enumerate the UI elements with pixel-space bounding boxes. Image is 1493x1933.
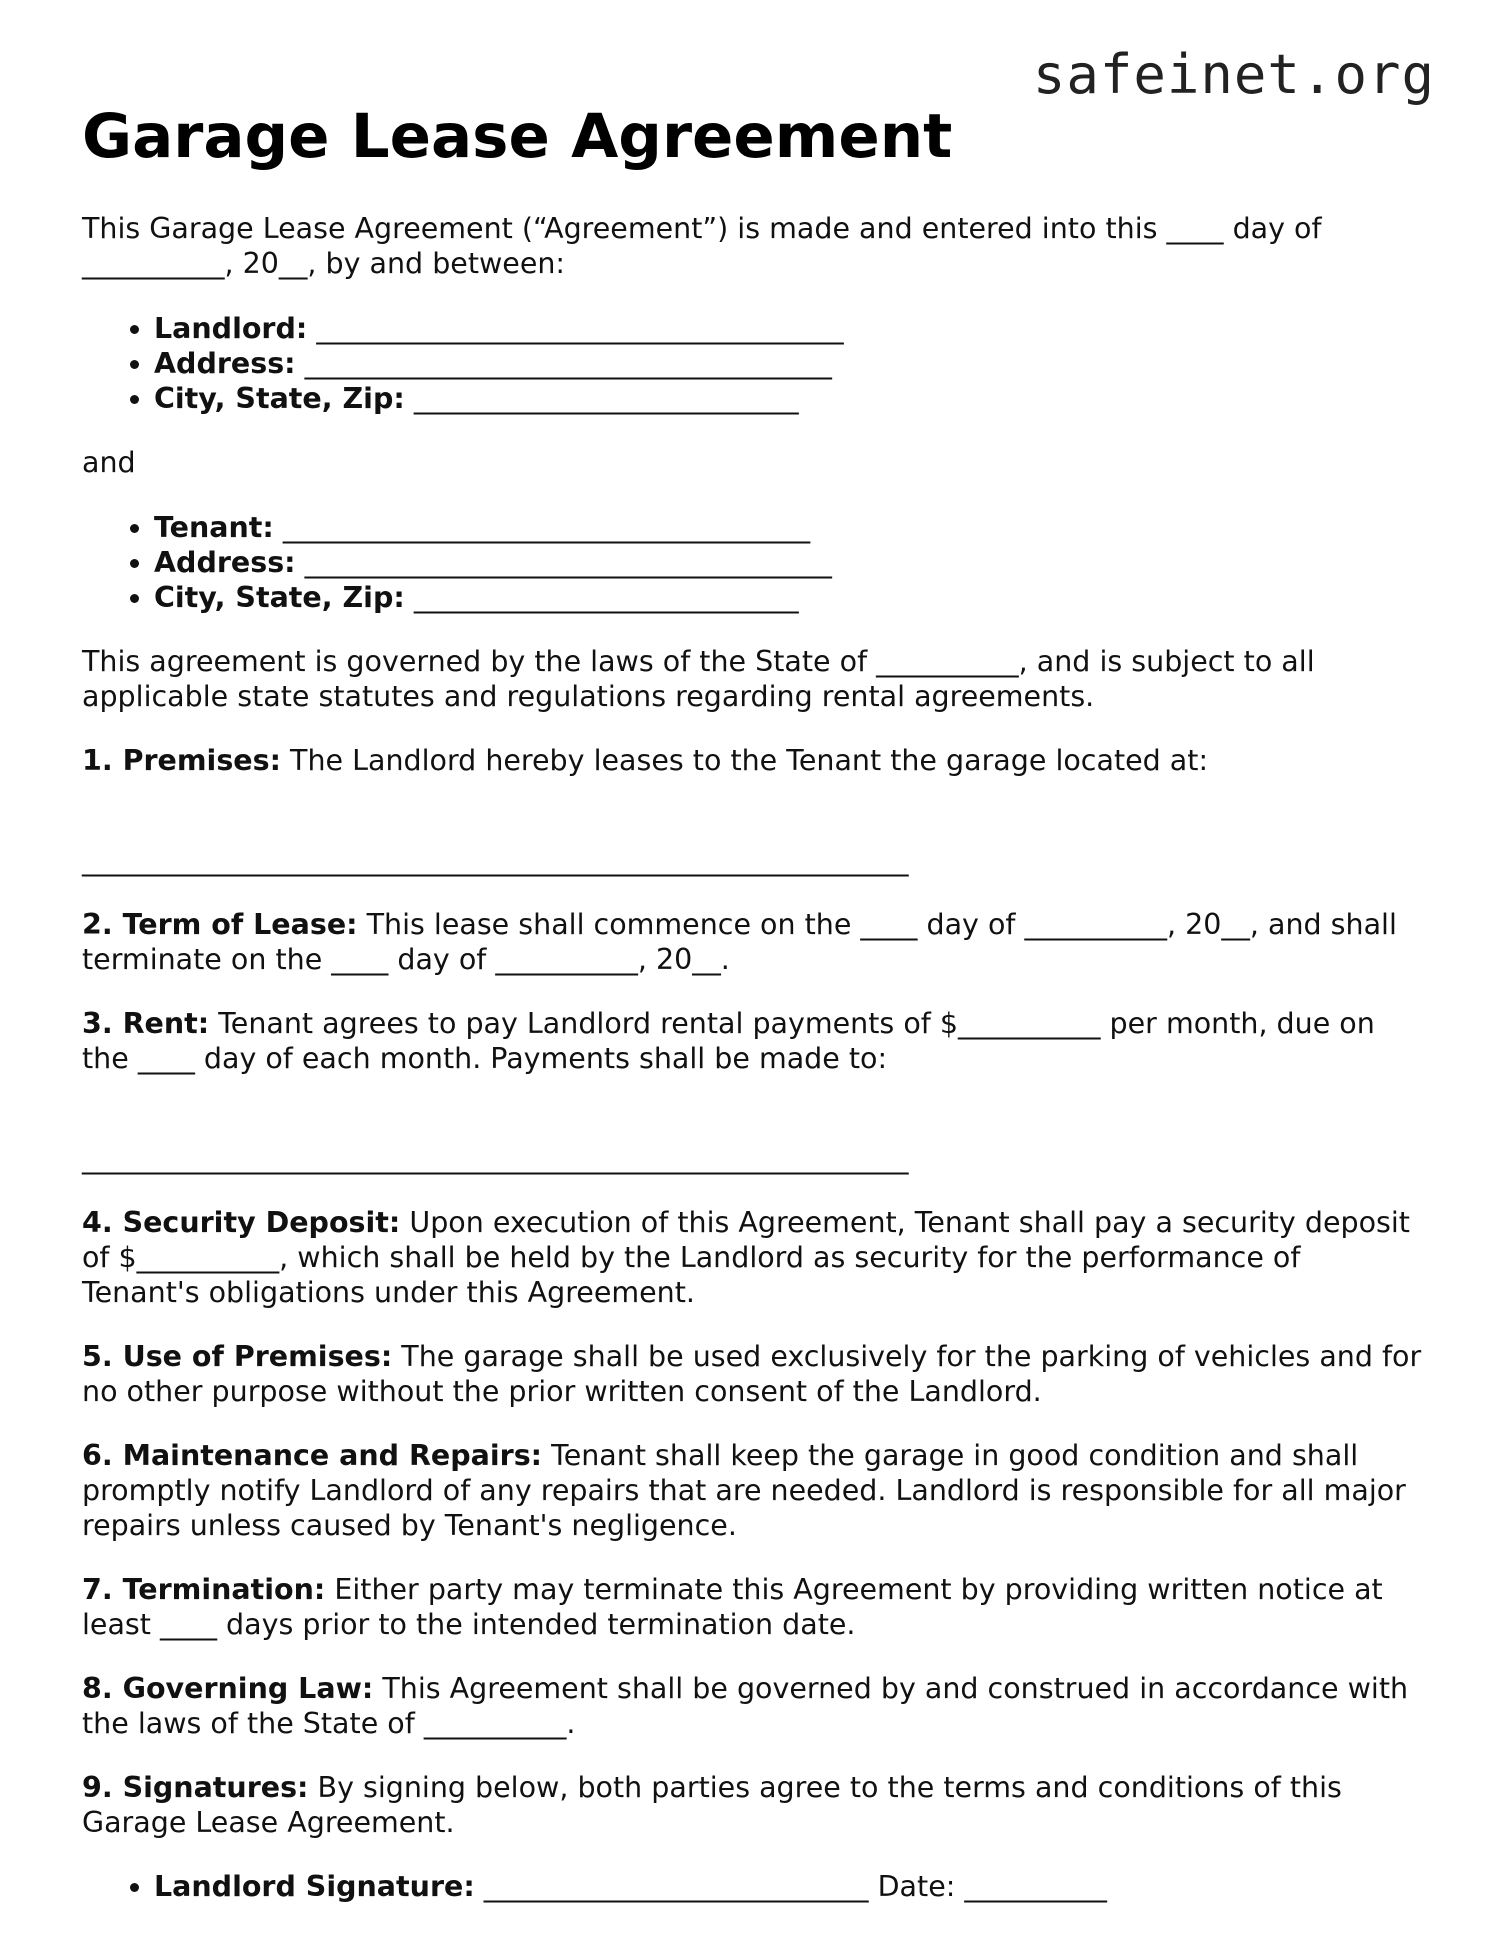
section-text: The garage shall be used exclusively for the parking of vehicles and for no other purpose without the prior written consent of the Landlord. <box>82 1340 1422 1409</box>
document-content <box>82 100 1422 1933</box>
section-termination <box>82 1572 1422 1642</box>
field-blank: _____________________________________ <box>282 511 811 545</box>
document-title: Garage Lease Agreement <box>82 101 953 172</box>
landlord-signature-field <box>154 1869 1422 1904</box>
rent-payee-blank: __________________________________________________________ <box>82 1142 909 1176</box>
section-label: 4. Security Deposit: <box>82 1206 401 1240</box>
section-rent <box>82 1006 1422 1076</box>
tenant-address-field <box>154 545 1422 580</box>
section-term <box>82 907 1422 977</box>
section-governing-law <box>82 1671 1422 1741</box>
section-text: The Landlord hereby leases to the Tenant the garage located at: <box>280 744 1209 778</box>
field-label: Landlord: <box>154 312 308 346</box>
section-maintenance <box>82 1438 1422 1543</box>
governing-intro-paragraph: This agreement is governed by the laws of the State of __________, and is subject to all applicable state statutes and regulations regarding rental agreements. <box>82 645 1315 714</box>
section-label: 9. Signatures: <box>82 1771 309 1805</box>
field-blank: ___________________________ Date: __________ <box>474 1870 1107 1904</box>
section-text: Either party may terminate this Agreement by providing written notice at least ____ days prior to the intended termination date. <box>82 1573 1383 1642</box>
field-blank: _____________________________________ <box>304 347 832 381</box>
section-text: Upon execution of this Agreement, Tenant shall pay a security deposit of $__________, which shall be held by the Landlord as security for the performance of Tenant's obligations under this Agreement. <box>82 1206 1410 1310</box>
section-label: 8. Governing Law: <box>82 1672 374 1706</box>
section-deposit <box>82 1205 1422 1310</box>
section-use <box>82 1339 1422 1409</box>
tenant-city-field <box>154 580 1422 615</box>
field-label: Landlord Signature: <box>154 1870 475 1904</box>
section-label: 7. Termination: <box>82 1573 326 1607</box>
field-label: Tenant: <box>154 511 274 545</box>
signature-fields-list <box>82 1869 1422 1904</box>
section-text: Tenant shall keep the garage in good condition and shall promptly notify Landlord of any repairs that are needed. Landlord is responsible for all major repairs unless caused by Tenant's negligence. <box>82 1439 1406 1543</box>
section-premises <box>82 743 1422 778</box>
field-label: Address: <box>154 347 296 381</box>
field-label: City, State, Zip: <box>154 581 405 615</box>
premises-address-blank: __________________________________________________________ <box>82 844 909 878</box>
watermark: safeinet.org <box>1032 43 1435 106</box>
section-text: Tenant agrees to pay Landlord rental payments of $__________ per month, due on the ____ day of each month. Payments shall be made to: <box>82 1007 1375 1076</box>
landlord-address-field <box>154 346 1422 381</box>
field-blank: _____________________________________ <box>304 546 832 580</box>
landlord-city-field <box>154 381 1422 416</box>
section-signatures <box>82 1770 1422 1840</box>
section-label: 5. Use of Premises: <box>82 1340 393 1374</box>
section-label: 3. Rent: <box>82 1007 210 1041</box>
tenant-fields-list <box>82 510 1422 615</box>
section-text: By signing below, both parties agree to the terms and conditions of this Garage Lease Agreement. <box>82 1771 1342 1840</box>
field-label: Address: <box>154 546 296 580</box>
section-label: 1. Premises: <box>82 744 281 778</box>
tenant-name-field <box>154 510 1422 545</box>
intro-paragraph: This Garage Lease Agreement (“Agreement”) is made and entered into this ____ day of __________, 20__, by and between: <box>82 212 1322 281</box>
section-label: 6. Maintenance and Repairs: <box>82 1439 543 1473</box>
field-blank: _____________________________________ <box>316 312 844 346</box>
field-label: City, State, Zip: <box>154 382 405 416</box>
section-text: This lease shall commence on the ____ day of __________, 20__, and shall terminate on the ____ day of __________, 20__. <box>82 908 1397 977</box>
landlord-name-field <box>154 311 1422 346</box>
section-label: 2. Term of Lease: <box>82 908 358 942</box>
section-text: This Agreement shall be governed by and construed in accordance with the laws of the State of __________. <box>82 1672 1409 1741</box>
landlord-fields-list <box>82 311 1422 416</box>
and-connector: and <box>82 446 136 480</box>
field-blank: ___________________________ <box>413 581 799 615</box>
field-blank: ___________________________ <box>413 382 799 416</box>
